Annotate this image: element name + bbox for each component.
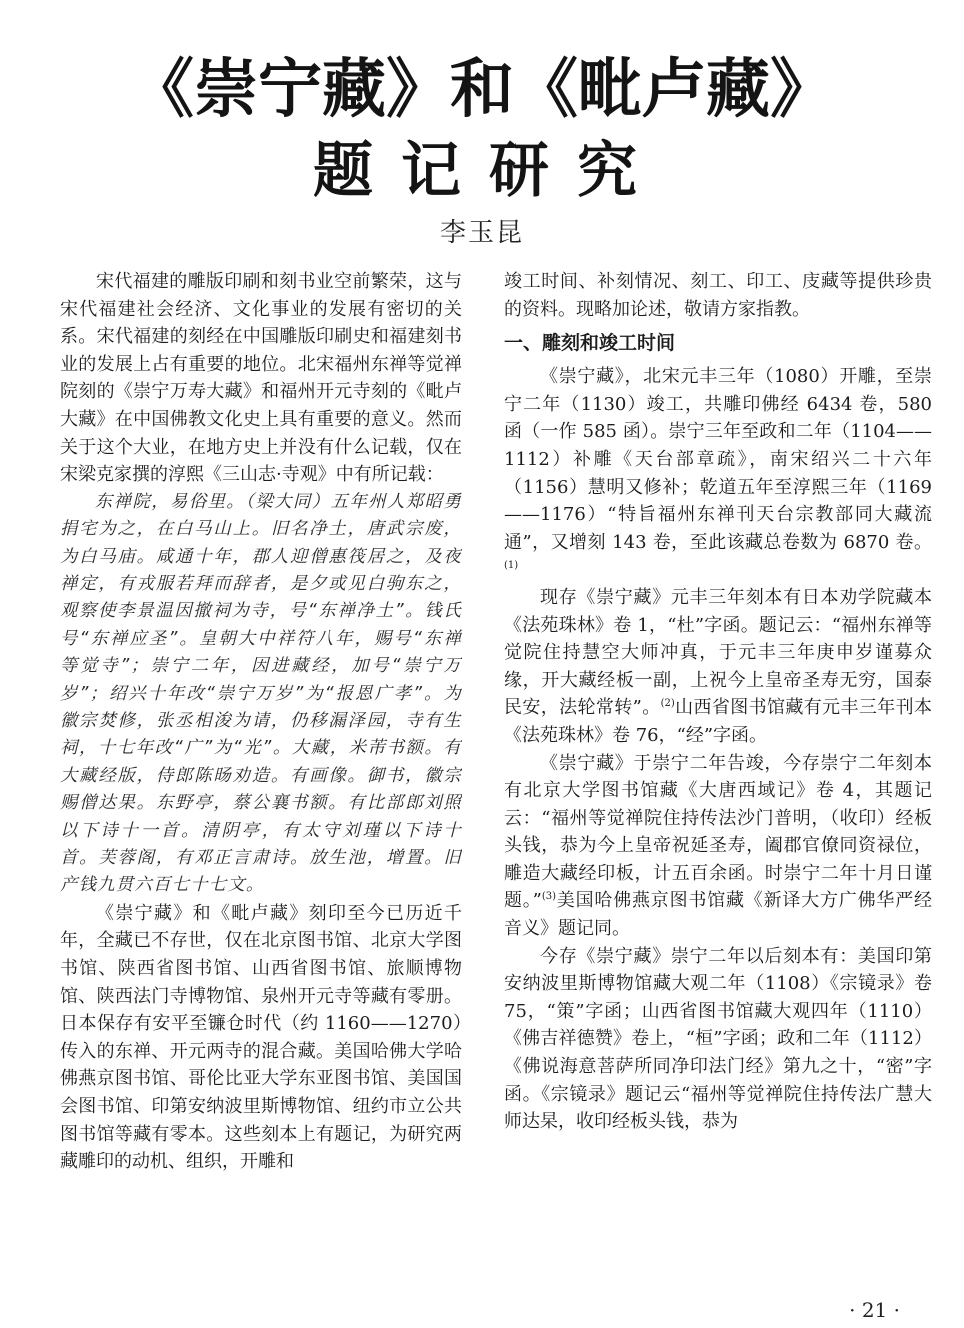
paragraph: 今存《崇宁藏》崇宁二年以后刻本有：美国印第安纳波里斯博物馆藏大观二年（1108）《宗镜录》卷 75，“策”字函；山西省图书馆藏大观四年（1110）《佛吉祥德赞》卷上，“桓”字函；政和二年（1112）《佛说海意菩萨所同净印法门经》第九之十，“密”字函。《宗镜录》题记云“福州等觉禅院住持传法广慧大师达杲，收印经板头钱，恭为 xyxy=(504,945,932,1133)
footnote-marker: (2) xyxy=(660,698,675,710)
article-title-line-2: 题记研究 xyxy=(313,136,665,206)
paragraph-text: 《崇宁藏》，北宋元丰三年（1080）开雕，至崇宁二年（1130）竣工，共雕印佛经 6434 卷，580 函（一作 585 函）。崇宁三年至政和二年（1104——1112）补雕《天台部章疏》，南宋绍兴二十六年（1156）慧明又修补；乾道五年至淳熙三年（1169——1176）“特旨福州东禅刊天台宗教部同大藏流通”，又增刻 143 卷，至此该藏总卷数为 6870 卷。 xyxy=(504,366,932,553)
paragraph: 宋代福建的雕版印刷和刻书业空前繁荣，这与宋代福建社会经济、文化事业的发展有密切的关系。宋代福建的刻经在中国雕版印刷史和福建刻书业的发展上占有重要的地位。北宋福州东禅等觉禅院刻的《崇宁万寿大藏》和福州开元寺刻的《毗卢大藏》在中国佛教文化史上具有重要的意义。然而关于这个大业，在地方史上并没有什么记载，仅在宋梁克家撰的淳熙《三山志·寺观》中有所记载： xyxy=(60,271,462,486)
footnote-marker: (1) xyxy=(504,560,519,572)
article-title-line-1: 《崇宁藏》和《毗卢藏》 xyxy=(130,53,834,127)
paragraph: 《崇宁藏》和《毗卢藏》刻印至今已历近千年，全藏已不存世，仅在北京图书馆、北京大学图书馆、陕西省图书馆、山西省图书馆、旅顺博物馆、陕西法门寺博物馆、泉州开元寺等藏有零册。日本保存有安平至镰仓时代（约 1160——1270）传入的东禅、开元两寺的混合藏。美国哈佛大学哈佛燕京图书馆、哥伦比亚大学东亚图书馆、美国国会图书馆、印第安纳波里斯博物馆、纽约市立公共图书馆等藏有零本。这些刻本上有题记，为研究两藏雕印的动机、组织，开雕和 xyxy=(60,902,462,1173)
author-name: 李玉昆 xyxy=(439,218,524,248)
paragraph xyxy=(504,584,932,750)
left-column xyxy=(60,268,462,1298)
block-quote: 东禅院，易俗里。（梁大同）五年州人郑昭勇捐宅为之，在白马山上。旧名净土，唐武宗废，为白马庙。咸通十年，郡人迎僧惠筏居之，及夜禅定，有戎服若拜而辞者，是夕或见白驹东之，观察使李景温因撤祠为寺，号“东禅净土”。钱氏号“东禅应圣”。皇朝大中祥符八年，赐号“东禅等觉寺”；崇宁二年，因进藏经，加号“崇宁万岁”；绍兴十年改“崇宁万岁”为“报恩广孝”。为徽宗焚修，张丞相浚为请，仍移漏泽园，寺有生祠，十七年改“广”为“光”。大藏，米芾书额。有大藏经版，侍郎陈旸劝造。有画像。御书，徽宗赐僧达果。东野亭，蔡公襄书额。有比部郎刘照以下诗十一首。清阴亭，有太守刘瑾以下诗十首。芙蓉阁，有邓正言肃诗。放生池，增置。旧产钱九贯六百七十七文。 xyxy=(60,491,462,896)
paragraph-continued: 竣工时间、补刻情况、刻工、印工、庋藏等提供珍贵的资料。现略加论述，敬请方家指教。 xyxy=(504,271,932,320)
footnote-marker: (3) xyxy=(541,891,556,903)
page-number: · 21 · xyxy=(849,1298,900,1322)
paragraph xyxy=(504,363,932,584)
paragraph-text: 美国哈佛燕京图书馆藏《新译大方广佛华严经音义》题记同。 xyxy=(504,890,932,940)
paragraph-text: 现存《崇宁藏》元丰三年刻本有日本劝学院藏本《法苑珠林》卷 1，“杜”字函。题记云：“福州东禅等觉院住持慧空大师冲真，于元丰三年庚申岁谨募众缘，开大藏经板一副，上祝今上皇帝圣寿无穷，国泰民安，法轮常转”。 xyxy=(504,586,932,719)
paragraph-text: 山西省图书馆藏有元丰三年刊本《法苑珠林》卷 76，“经”字函。 xyxy=(504,697,932,746)
section-heading: 一、雕刻和竣工时间 xyxy=(504,332,676,355)
right-column xyxy=(504,268,932,1298)
paragraph-text: 《崇宁藏》于崇宁二年告竣，今存崇宁二年刻本有北京大学图书馆藏《大唐西域记》卷 4，其题记云：“福州等觉禅院住持传法沙门普明，（收印）经板头钱，恭为今上皇帝祝延圣寿，阖郡官僚同资禄位，雕造大藏经印板，计五百余函。时崇宁二年十月日谨题。” xyxy=(504,752,932,912)
paragraph xyxy=(504,750,932,943)
